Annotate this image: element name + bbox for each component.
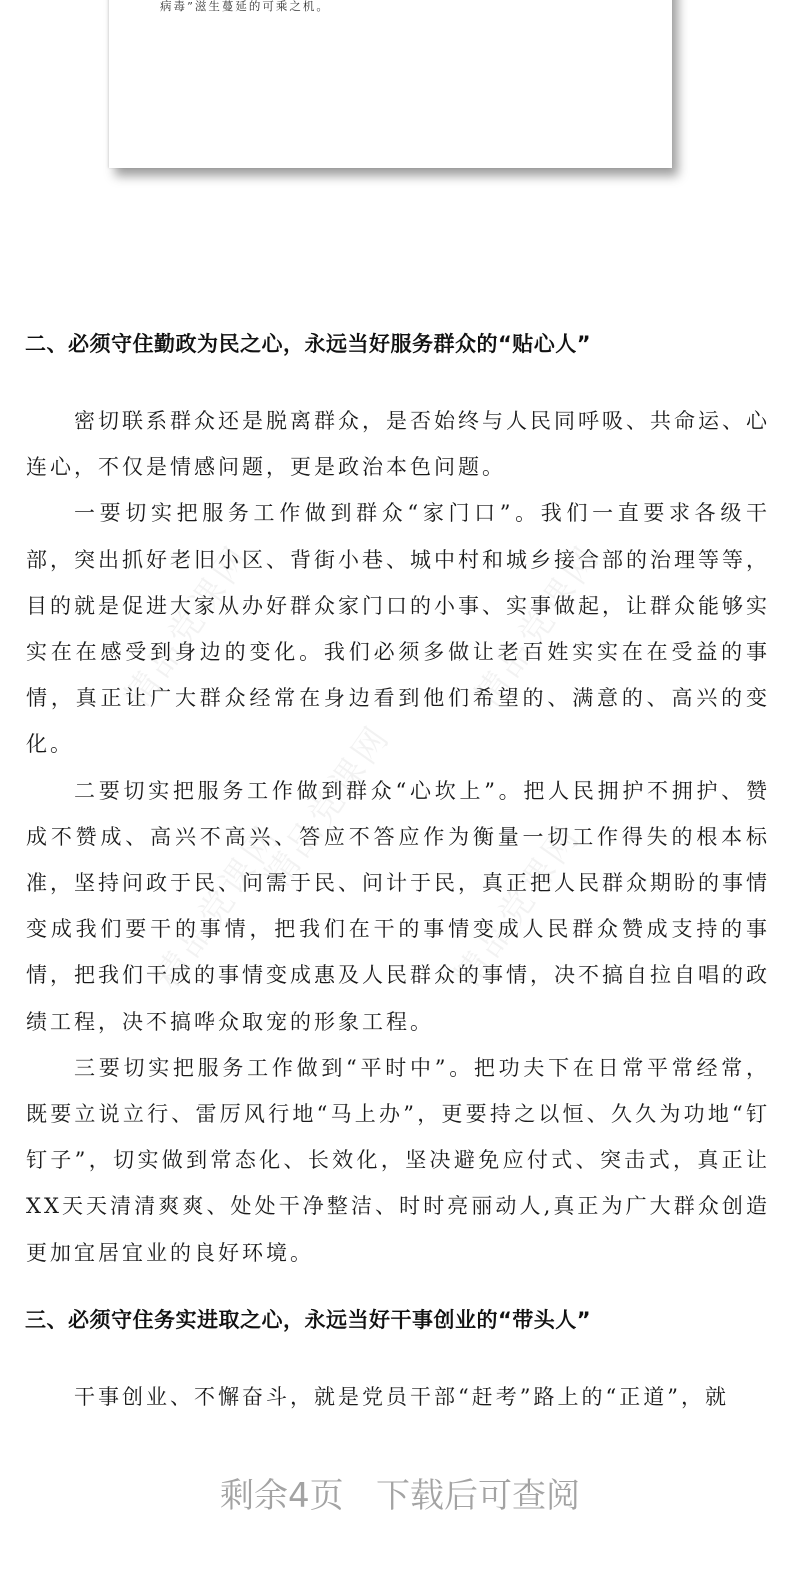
section-body-2 <box>26 398 770 1276</box>
watermark: 精品党课网 <box>446 817 589 996</box>
section-heading-3: 三、必须守住务实进取之心，永远当好干事创业的“带头人” <box>25 1308 592 1332</box>
watermark: 精品党课网 <box>146 817 289 996</box>
section-body-3 <box>26 1374 770 1420</box>
remaining-pages-notice[interactable] <box>0 1468 800 1517</box>
section-heading-2: 二、必须守住勤政为民之心，永远当好服务群众的“贴心人” <box>25 332 592 356</box>
paragraph: 三要切实把服务工作做到“平时中”。把功夫下在日常平常经常，既要立说立行、雷厉风行地“马上办”，更要持之以恒、久久为功地“钉钉子”，切实做到常态化、长效化，坚决避免应付式、突击式，真正让XX天天清清爽爽、处处干净整洁、时时亮丽动人,真正为广大群众创造更加宜居宜业的良好环境。 <box>26 1055 770 1265</box>
paragraph: 一要切实把服务工作做到群众“家门口”。我们一直要求各级干部，突出抓好老旧小区、背街小巷、城中村和城乡接合部的治理等等，目的就是促进大家从办好群众家门口的小事、实事做起，让群众能够实实在在感受到身边的变化。我们必须多做让老百姓实实在在受益的事情，真正让广大群众经常在身边看到他们希望的、满意的、高兴的变化。 <box>26 501 770 757</box>
watermark: 精品党课网 <box>466 537 609 716</box>
card-last-line: 病毒”滋生蔓延的可乘之机。 <box>160 0 330 13</box>
download-hint: 下载后可查阅 <box>376 1476 581 1516</box>
watermark: 精品党课网 <box>116 537 259 716</box>
paragraph: 二要切实把服务工作做到群众“心坎上”。把人民拥护不拥护、赞成不赞成、高兴不高兴、答应不答应作为衡量一切工作得失的根本标准，坚持问政于民、问需于民、问计于民，真正把人民群众期盼的事情变成我们要干的事情，把我们在干的事情变成人民群众赞成支持的事情，把我们干成的事情变成惠及人民群众的事情，决不搞自拉自唱的政绩工程，决不搞哗众取宠的形象工程。 <box>26 778 770 1034</box>
page-preview-card <box>109 0 672 168</box>
paragraph: 密切联系群众还是脱离群众，是否始终与人民同呼吸、共命运、心连心，不仅是情感问题，更是政治本色问题。 <box>26 409 770 480</box>
watermark: 精品党课网 <box>256 717 399 896</box>
paragraph: 干事创业、不懈奋斗，就是党员干部“赶考”路上的“正道”，就 <box>74 1385 729 1409</box>
remaining-pages-label: 剩余4页 <box>219 1476 344 1516</box>
